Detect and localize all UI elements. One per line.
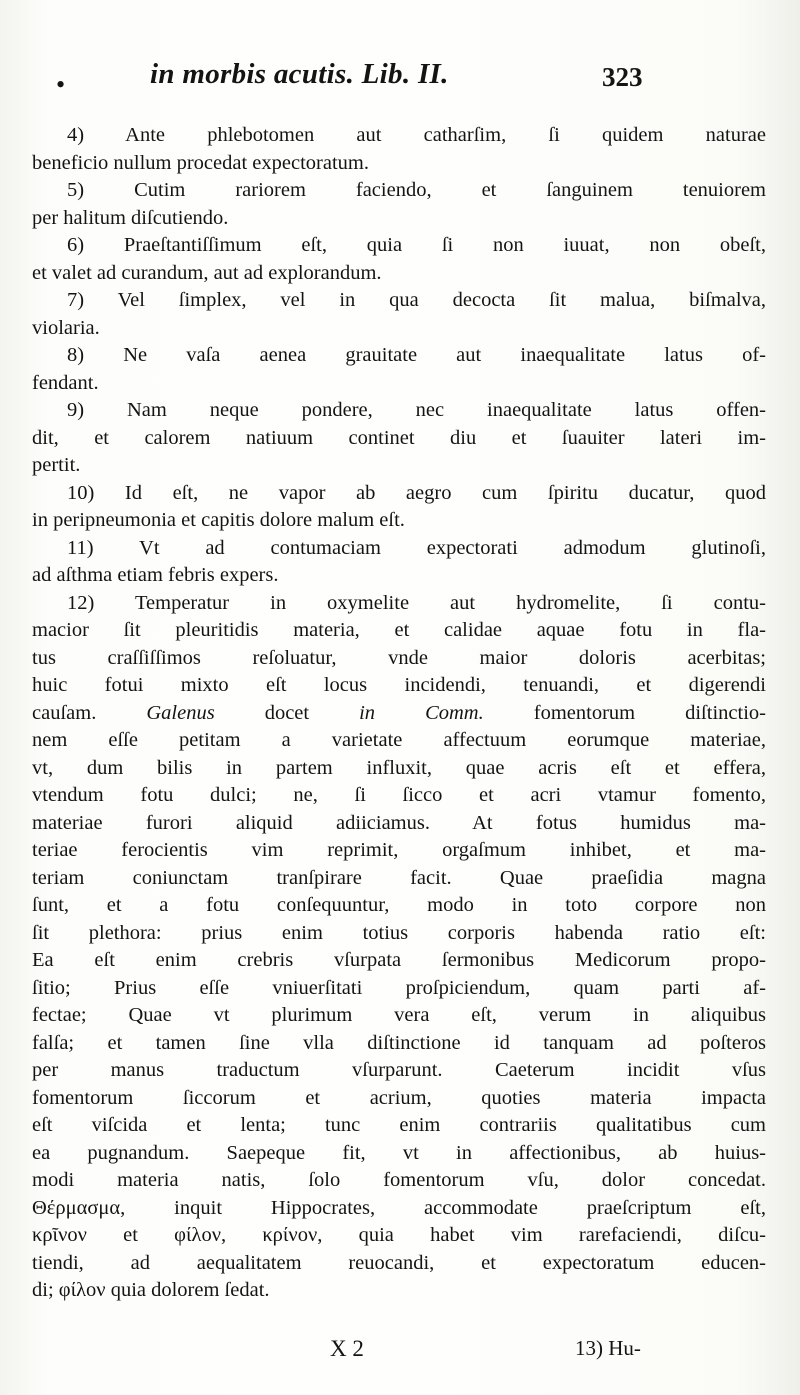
catchword: 13) Hu- bbox=[575, 1336, 641, 1360]
page-header bbox=[0, 52, 800, 102]
header-dot: • bbox=[56, 70, 66, 99]
text-line: 8) Ne vaſa aenea grauitate aut inaequalitate latus of- bbox=[67, 344, 766, 366]
text-line: 6) Praeſtantiſſimum eſt, quia ſi non iuuat, non obeſt, bbox=[67, 234, 766, 256]
text-line: ſit plethora: prius enim totius corporis habenda ratio eſt: bbox=[32, 921, 766, 944]
signature-mark: X 2 bbox=[330, 1336, 364, 1361]
text-line: 7) Vel ſimplex, vel in qua decocta ſit malua, biſmalva, bbox=[67, 289, 766, 311]
text-line: teriae ferocientis vim reprimit, orgaſmum inhibet, et ma- bbox=[32, 839, 766, 861]
page-body bbox=[32, 122, 766, 1305]
text-line: vtendum fotu dulci; ne, ſi ſicco et acri vtamur fomento, bbox=[32, 784, 766, 806]
running-title: in morbis acutis. Lib. II. bbox=[150, 58, 449, 90]
text-line: materiae furori aliquid adiiciamus. At fotus humidus ma- bbox=[32, 811, 766, 834]
text-line: ad aſthma etiam febris expers. bbox=[32, 564, 279, 586]
text-line: falſa; et tamen ſine vlla diſtinctione id tanquam ad poſteros bbox=[32, 1031, 766, 1054]
page-footer bbox=[0, 1336, 800, 1376]
text-line: ſitio; Prius eſſe vniuerſitati proſpiciendum, quam parti af- bbox=[32, 976, 766, 999]
text-line: vt, dum bilis in partem influxit, quae acris eſt et effera, bbox=[32, 756, 766, 779]
text-line: per manus traductum vſurparunt. Caeterum incidit vſus bbox=[32, 1059, 766, 1081]
text-line: fectae; Quae vt plurimum vera eſt, verum in aliquibus bbox=[32, 1004, 766, 1026]
text-line: cauſam. Galenus docet in Comm. fomentorum diſtinctio- bbox=[32, 701, 766, 724]
text-line: tiendi, ad aequalitatem reuocandi, et expectoratum educen- bbox=[32, 1251, 766, 1274]
text-line: 4) Ante phlebotomen aut catharſim, ſi quidem naturae bbox=[67, 124, 766, 146]
text-line: di; φίλον quia dolorem ſedat. bbox=[32, 1279, 270, 1301]
text-line: Θέρμασμα, inquit Hippocrates, accommodate praeſcriptum eſt, bbox=[32, 1196, 766, 1219]
text-line: Ea eſt enim crebris vſurpata ſermonibus Medicorum propo- bbox=[32, 949, 766, 971]
page-number: 323 bbox=[602, 62, 643, 92]
text-line: 11) Vt ad contumaciam expectorati admodum glutinoſi, bbox=[67, 536, 766, 559]
text-line: pertit. bbox=[32, 454, 81, 476]
text-line: ea pugnandum. Saepeque fit, vt in affectionibus, ab huius- bbox=[32, 1141, 766, 1164]
text-line: 12) Temperatur in oxymelite aut hydromelite, ſi contu- bbox=[67, 591, 766, 614]
text-line: 10) Id eſt, ne vapor ab aegro cum ſpiritu ducatur, quod bbox=[67, 481, 766, 504]
text-line: nem eſſe petitam a varietate affectuum eorumque materiae, bbox=[32, 729, 766, 751]
text-line: per halitum diſcutiendo. bbox=[32, 206, 229, 229]
text-line: macior ſit pleuritidis materia, et calidae aquae fotu in fla- bbox=[32, 619, 766, 641]
text-line: teriam coniunctam tranſpirare facit. Quae praeſidia magna bbox=[32, 866, 766, 889]
text-line: et valet ad curandum, aut ad explorandum. bbox=[32, 261, 382, 284]
text-line: modi materia natis, ſolo fomentorum vſu, dolor concedat. bbox=[32, 1169, 766, 1191]
text-line: κρῖνον et φίλον, κρίνον, quia habet vim rarefaciendi, diſcu- bbox=[32, 1224, 766, 1246]
text-line: eſt viſcida et lenta; tunc enim contrariis qualitatibus cum bbox=[32, 1114, 766, 1136]
text-line: 9) Nam neque pondere, nec inaequalitate latus offen- bbox=[67, 399, 766, 421]
text-line: fendant. bbox=[32, 371, 99, 394]
text-line: tus craſſiſſimos reſoluatur, vnde maior doloris acerbitas; bbox=[32, 646, 766, 669]
text-line: fomentorum ſiccorum et acrium, quoties materia impacta bbox=[32, 1086, 766, 1109]
text-line: beneficio nullum procedat expectoratum. bbox=[32, 151, 369, 174]
text-line: violaria. bbox=[32, 316, 100, 339]
text-line: ſunt, et a fotu conſequuntur, modo in toto corpore non bbox=[32, 894, 766, 916]
text-line: huic fotui mixto eſt locus incidendi, tenuandi, et digerendi bbox=[32, 674, 766, 696]
text-line: in peripneumonia et capitis dolore malum eſt. bbox=[32, 509, 405, 531]
text-line: dit, et calorem natiuum continet diu et ſuauiter lateri im- bbox=[32, 426, 766, 449]
text-line: 5) Cutim rariorem faciendo, et ſanguinem tenuiorem bbox=[67, 179, 766, 201]
